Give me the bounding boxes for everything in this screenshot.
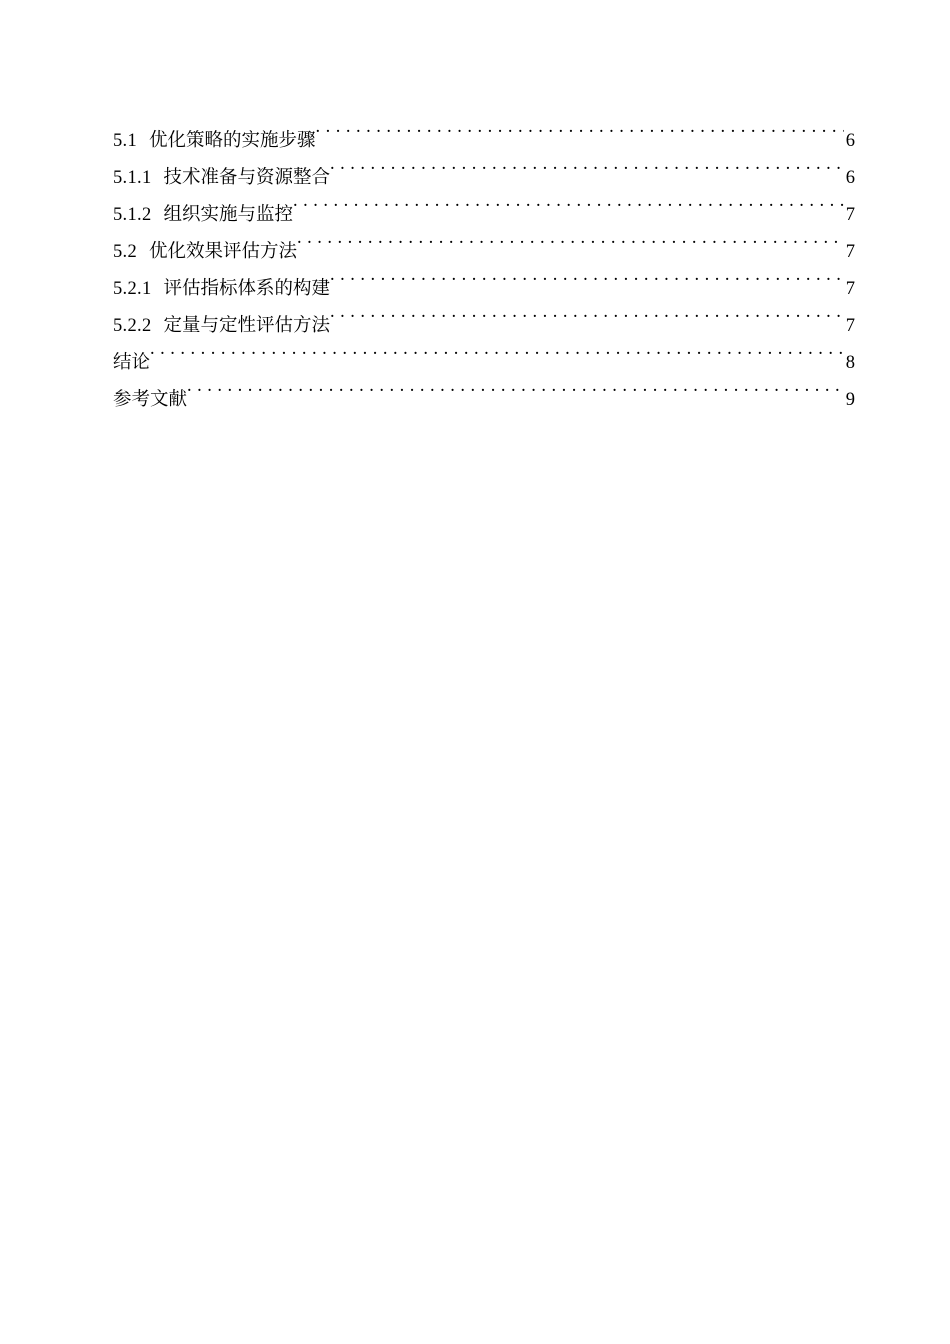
toc-entry-page-number: 8 [845, 353, 855, 373]
toc-entry-page-number: 9 [845, 390, 855, 410]
toc-entry-title: 结论 [113, 353, 151, 373]
toc-dot-leader [150, 331, 844, 368]
toc-entry[interactable] [113, 109, 855, 151]
toc-dot-leader [330, 294, 844, 331]
toc-entry-title: 评估指标体系的构建 [163, 279, 331, 299]
table-of-contents [113, 109, 855, 410]
toc-entry-title: 优化策略的实施步骤 [149, 131, 316, 151]
toc-entry[interactable] [113, 368, 855, 410]
toc-entry-number: 5.1 [113, 131, 138, 151]
toc-entry-title: 优化效果评估方法 [149, 242, 298, 262]
toc-entry-page-number: 7 [845, 279, 855, 299]
toc-dot-leader [330, 257, 844, 294]
toc-entry-title: 定量与定性评估方法 [163, 316, 331, 336]
toc-entry-number: 5.1.1 [113, 168, 152, 188]
toc-entry-number: 5.2.1 [113, 279, 152, 299]
toc-entry-number: 5.2 [113, 242, 138, 262]
toc-entry-title: 参考文献 [113, 390, 188, 410]
toc-dot-leader [330, 146, 844, 183]
toc-entry-page-number: 6 [845, 168, 855, 188]
toc-entry-page-number: 7 [845, 316, 855, 336]
toc-entry-title: 技术准备与资源整合 [163, 168, 331, 188]
toc-entry-page-number: 7 [845, 205, 855, 225]
toc-entry-number: 5.1.2 [113, 205, 152, 225]
toc-entry-title: 组织实施与监控 [163, 205, 294, 225]
toc-dot-leader [187, 368, 844, 405]
toc-entry-page-number: 6 [845, 131, 855, 151]
toc-entry-page-number: 7 [845, 242, 855, 262]
toc-entry[interactable] [113, 331, 855, 373]
toc-dot-leader [297, 220, 844, 257]
toc-dot-leader [316, 109, 844, 146]
toc-entry-number: 5.2.2 [113, 316, 152, 336]
toc-dot-leader [293, 183, 844, 220]
